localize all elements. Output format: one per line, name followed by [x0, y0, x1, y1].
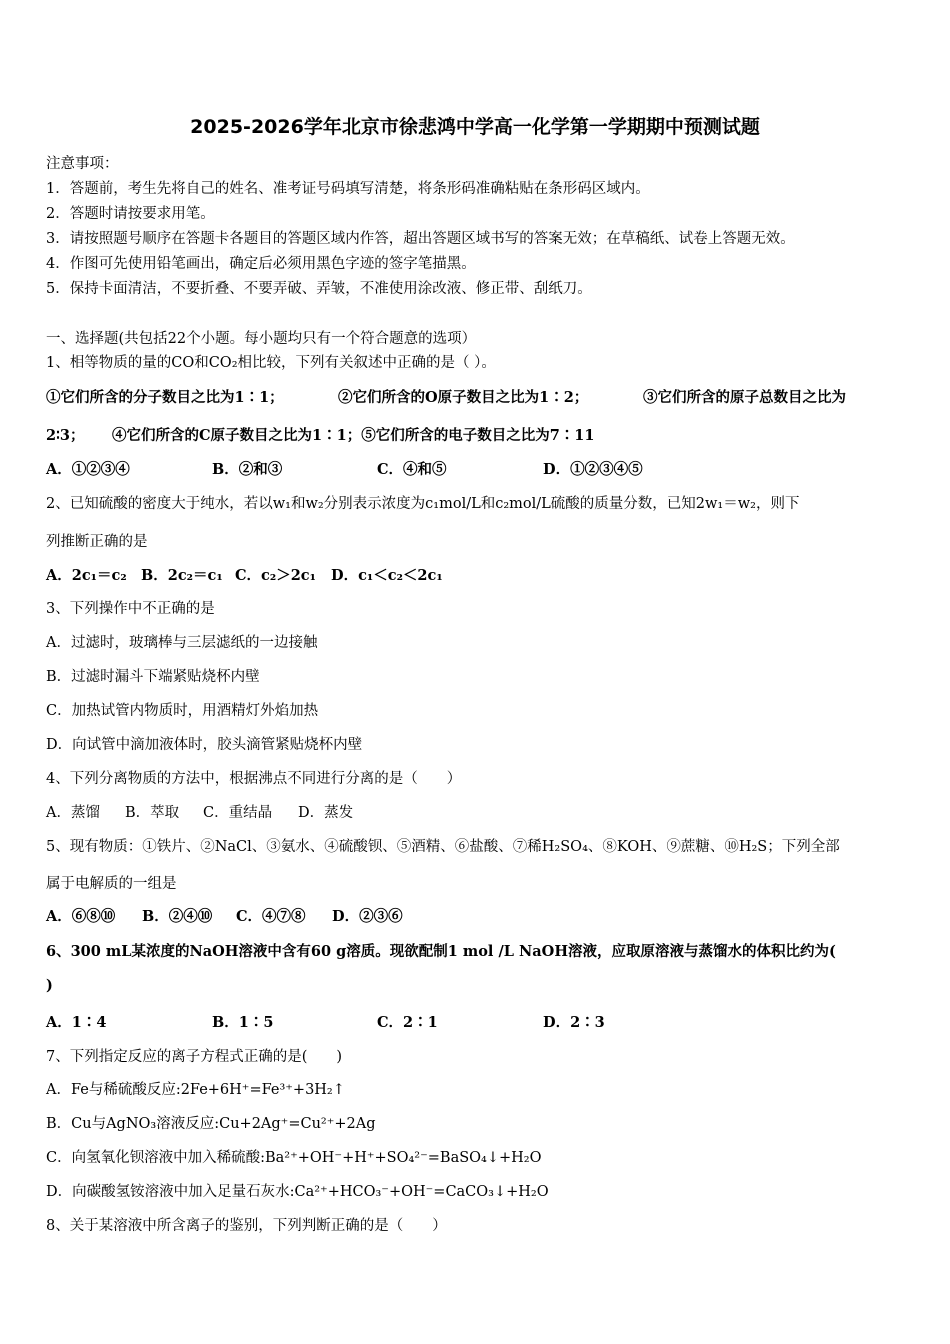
- question-1-statement-3-cont: 2∶3；: [46, 427, 85, 444]
- question-6-option-c[interactable]: C．2∶1: [377, 1014, 438, 1031]
- question-6-option-d[interactable]: D．2∶3: [543, 1014, 605, 1031]
- page-title: 2025-2026学年北京市徐悲鸿中学高一化学第一学期期中预测试题: [190, 116, 760, 138]
- question-6-stem: 6、300 mL某浓度的NaOH溶液中含有60 g溶质。现欲配制1 mol /L NaOH溶液，应取原溶液与蒸馏水的体积比约为(: [46, 943, 836, 960]
- question-7-stem: 7、下列指定反应的离子方程式正确的是( ): [46, 1049, 343, 1065]
- question-1-option-d[interactable]: D．①②③④⑤: [543, 461, 643, 478]
- notice-item: 4．作图可先使用铅笔画出，确定后必须用黑色字迹的签字笔描黑。: [46, 256, 476, 272]
- notice-item: 2．答题时请按要求用笔。: [46, 206, 215, 222]
- question-5-stem: 5、现有物质：①铁片、②NaCl、③氨水、④硫酸钡、⑤酒精、⑥盐酸、⑦稀H₂SO₄、⑧KOH、⑨蔗糖、⑩H₂S；下列全部: [46, 839, 840, 855]
- question-1-option-c[interactable]: C．④和⑤: [377, 461, 447, 478]
- question-4-option-c[interactable]: C．重结晶: [203, 805, 273, 821]
- question-1-option-a[interactable]: A．①②③④: [46, 461, 130, 478]
- question-4-option-d[interactable]: D．蒸发: [298, 805, 354, 821]
- question-1-statement-2: ②它们所含的O原子数目之比为1∶2；: [338, 389, 589, 406]
- question-4-stem: 4、下列分离物质的方法中，根据沸点不同进行分离的是（ ）: [46, 771, 462, 787]
- question-7-option-b[interactable]: B．Cu与AgNO₃溶液反应:Cu+2Ag⁺=Cu²⁺+2Ag: [46, 1116, 376, 1132]
- question-2-option-d[interactable]: D．c₁＜c₂＜2c₁: [331, 567, 443, 584]
- question-6-option-a[interactable]: A．1∶4: [46, 1014, 107, 1031]
- question-8-stem: 8、关于某溶液中所含离子的鉴别，下列判断正确的是（ ）: [46, 1218, 447, 1234]
- question-4-option-b[interactable]: B．萃取: [125, 805, 180, 821]
- question-5-option-d[interactable]: D．②③⑥: [332, 908, 403, 925]
- question-3-option-c[interactable]: C．加热试管内物质时，用酒精灯外焰加热: [46, 703, 319, 719]
- question-3-stem: 3、下列操作中不正确的是: [46, 601, 215, 617]
- question-3-option-d[interactable]: D．向试管中滴加液体时，胶头滴管紧贴烧杯内壁: [46, 737, 363, 753]
- question-1-statement-1: ①它们所含的分子数目之比为1∶1；: [46, 389, 284, 406]
- question-1-statement-4-5: ④它们所含的C原子数目之比为1∶1；⑤它们所含的电子数目之比为7∶11: [112, 427, 595, 444]
- notice-item: 1．答题前，考生先将自己的姓名、准考证号码填写清楚，将条形码准确粘贴在条形码区域内。: [46, 181, 650, 197]
- question-5-option-b[interactable]: B．②④⑩: [142, 908, 213, 925]
- question-5-stem-cont: 属于电解质的一组是: [46, 876, 177, 892]
- question-5-option-a[interactable]: A．⑥⑧⑩: [46, 908, 116, 925]
- question-3-option-a[interactable]: A．过滤时，玻璃棒与三层滤纸的一边接触: [46, 635, 318, 651]
- question-2-stem: 2、已知硫酸的密度大于纯水，若以w₁和w₂分别表示浓度为c₁mol/L和c₂mol/L硫酸的质量分数，已知2w₁＝w₂，则下: [46, 496, 800, 512]
- question-6-stem-cont: ): [46, 977, 53, 994]
- question-1-stem: 1、相等物质的量的CO和CO₂相比较，下列有关叙述中正确的是（ ）。: [46, 355, 496, 371]
- question-7-option-d[interactable]: D．向碳酸氢铵溶液中加入足量石灰水:Ca²⁺+HCO₃⁻+OH⁻=CaCO₃↓+H₂O: [46, 1184, 549, 1200]
- question-2-option-a[interactable]: A．2c₁＝c₂: [46, 567, 127, 584]
- question-2-stem-cont: 列推断正确的是: [46, 534, 148, 550]
- notice-item: 3．请按照题号顺序在答题卡各题目的答题区域内作答，超出答题区域书写的答案无效；在草稿纸、试卷上答题无效。: [46, 231, 795, 247]
- section-heading: 一、选择题(共包括22个小题。每小题均只有一个符合题意的选项）: [46, 331, 477, 347]
- notice-heading: 注意事项：: [46, 156, 119, 172]
- question-3-option-b[interactable]: B．过滤时漏斗下端紧贴烧杯内壁: [46, 669, 260, 685]
- question-2-option-b[interactable]: B．2c₂＝c₁: [141, 567, 223, 584]
- question-1-option-b[interactable]: B．②和③: [212, 461, 283, 478]
- question-2-option-c[interactable]: C．c₂＞2c₁: [235, 567, 316, 584]
- question-7-option-c[interactable]: C．向氢氧化钡溶液中加入稀硫酸:Ba²⁺+OH⁻+H⁺+SO₄²⁻=BaSO₄↓+H₂O: [46, 1150, 542, 1166]
- question-7-option-a[interactable]: A．Fe与稀硫酸反应:2Fe+6H⁺=Fe³⁺+3H₂↑: [46, 1082, 345, 1098]
- question-5-option-c[interactable]: C．④⑦⑧: [236, 908, 306, 925]
- question-1-statement-3: ③它们所含的原子总数目之比为: [643, 389, 846, 406]
- question-6-option-b[interactable]: B．1∶5: [212, 1014, 274, 1031]
- question-4-option-a[interactable]: A．蒸馏: [46, 805, 100, 821]
- notice-item: 5．保持卡面清洁，不要折叠、不要弄破、弄皱，不准使用涂改液、修正带、刮纸刀。: [46, 281, 592, 297]
